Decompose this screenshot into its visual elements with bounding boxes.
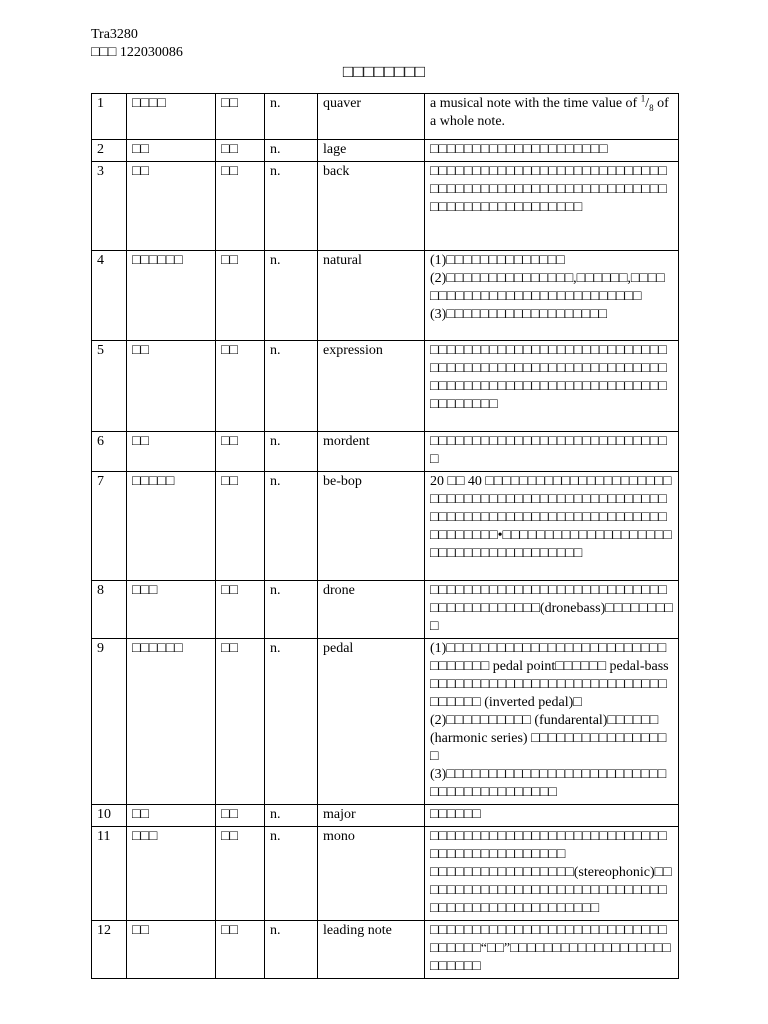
- definition-cell: [425, 251, 679, 341]
- pos-cell: n.: [265, 827, 318, 921]
- term-cell: □□□: [127, 581, 216, 639]
- row-number: 12: [92, 921, 127, 979]
- definition-line: □□□□□□□□□□□□□□□□□□□□□□□□□□□□□□□□□□“□□”□□□□□□□□□□□□□□□□□□□□□□□□□: [430, 923, 671, 974]
- term-cell: □□: [127, 162, 216, 251]
- table-row: [92, 251, 679, 341]
- definition-line: (1)□□□□□□□□□□□□□□□□□□□□□□□□□□□□□□□□□ pedal point□□□□□□ pedal-bass □□□□□□□□□□□□□□□□□□□□□□□□□□□□□□□□□□ (inverted pedal)□: [430, 641, 669, 710]
- english-term-cell: drone: [318, 581, 425, 639]
- field-cell: □□: [216, 162, 265, 251]
- pos-cell: n.: [265, 921, 318, 979]
- english-term-cell: major: [318, 805, 425, 827]
- term-cell: □□: [127, 140, 216, 162]
- row-number: 10: [92, 805, 127, 827]
- field-cell: □□: [216, 581, 265, 639]
- row-number: 6: [92, 432, 127, 472]
- field-cell: □□: [216, 341, 265, 432]
- table-row: [92, 140, 679, 162]
- term-cell: □□□□□□: [127, 251, 216, 341]
- course-code: Tra3280: [91, 27, 138, 42]
- row-number: 1: [92, 94, 127, 140]
- definition-text: a musical note with the time value of: [430, 96, 641, 111]
- term-cell: □□: [127, 921, 216, 979]
- term-cell: □□□: [127, 827, 216, 921]
- table-row: [92, 94, 679, 140]
- definition-cell: [425, 805, 679, 827]
- fraction-slash: /: [645, 96, 650, 111]
- definition-line: □□□□□□□□□□□□□□□□□(stereophonic)□□□□□□□□□□□□□□□□□□□□□□□□□□□□□□□□□□□□□□□□□□□□□□□□□□: [430, 865, 672, 916]
- english-term-cell: back: [318, 162, 425, 251]
- row-number: 3: [92, 162, 127, 251]
- definition-cell: [425, 140, 679, 162]
- english-term-cell: quaver: [318, 94, 425, 140]
- pos-cell: n.: [265, 94, 318, 140]
- field-cell: □□: [216, 140, 265, 162]
- student-id-line: [91, 44, 183, 62]
- row-number: 9: [92, 639, 127, 805]
- term-cell: □□□□: [127, 94, 216, 140]
- row-number: 7: [92, 472, 127, 581]
- row-number: 2: [92, 140, 127, 162]
- pos-cell: n.: [265, 432, 318, 472]
- definition-line: □□□□□□□□□□□□□□□□□□□□□□□□□□□□□□□□□□□□□□□□□□□□□□□□□□□□□□□□□□□□□□□□□□□□□□□□□□□□□□□□□□□□□□□□□□□□: [430, 343, 667, 412]
- term-cell: □□: [127, 432, 216, 472]
- glossary-table: [91, 93, 679, 979]
- field-cell: □□: [216, 639, 265, 805]
- table-row: [92, 581, 679, 639]
- definition-cell: [425, 921, 679, 979]
- row-number: 11: [92, 827, 127, 921]
- pos-cell: n.: [265, 341, 318, 432]
- english-term-cell: natural: [318, 251, 425, 341]
- definition-line: □□□□□□□□□□□□□□□□□□□□□□□□□□□□□: [430, 434, 667, 467]
- table-row: [92, 827, 679, 921]
- table-row: [92, 472, 679, 581]
- student-id-label: □□□: [91, 45, 117, 60]
- definition-cell: [425, 472, 679, 581]
- term-cell: □□: [127, 341, 216, 432]
- definition-line: □□□□□□□□□□□□□□□□□□□□□□□□□□□□□□□□□□□□□□□□□(dronebass)□□□□□□□□□: [430, 583, 673, 634]
- definition-line: (2)□□□□□□□□□□ (fundarental)□□□□□□ (harmonic series) □□□□□□□□□□□□□□□□□: [430, 713, 667, 764]
- definition-cell: [425, 639, 679, 805]
- definition-line: □□□□□□: [430, 807, 481, 822]
- field-cell: □□: [216, 805, 265, 827]
- row-number: 4: [92, 251, 127, 341]
- definition-cell: [425, 432, 679, 472]
- field-cell: □□: [216, 472, 265, 581]
- pos-cell: n.: [265, 639, 318, 805]
- definition-cell: [425, 94, 679, 140]
- definition-cell: [425, 827, 679, 921]
- row-number: 5: [92, 341, 127, 432]
- table-row: [92, 921, 679, 979]
- pos-cell: n.: [265, 805, 318, 827]
- field-cell: □□: [216, 94, 265, 140]
- english-term-cell: be-bop: [318, 472, 425, 581]
- field-cell: □□: [216, 432, 265, 472]
- definition-line: 20 □□ 40 □□□□□□□□□□□□□□□□□□□□□□□□□□□□□□□□□□□□□□□□□□□□□□□□□□□□□□□□□□□□□□□□□□□□□□□□□□□□□□□□□□□□□□•□□□□□□□□□□□□□□□□□□□□□□□□□□□□□□□□□□□□□□: [430, 474, 672, 561]
- table-row: [92, 639, 679, 805]
- english-term-cell: mordent: [318, 432, 425, 472]
- field-cell: □□: [216, 251, 265, 341]
- english-term-cell: expression: [318, 341, 425, 432]
- student-id-value: 122030086: [119, 45, 183, 60]
- definition-line: □□□□□□□□□□□□□□□□□□□□□□□□□□□□□□□□□□□□□□□□□□□□: [430, 829, 667, 862]
- document-title: □□□□□□□□: [342, 62, 426, 81]
- english-term-cell: leading note: [318, 921, 425, 979]
- definition-line: □□□□□□□□□□□□□□□□□□□□□□□□□□□□□□□□□□□□□□□□□□□□□□□□□□□□□□□□□□□□□□□□□□□□□□□□□□: [430, 164, 667, 215]
- english-term-cell: lage: [318, 140, 425, 162]
- pos-cell: n.: [265, 251, 318, 341]
- definition-text: of a whole note.: [430, 96, 669, 129]
- english-term-cell: pedal: [318, 639, 425, 805]
- pos-cell: n.: [265, 162, 318, 251]
- term-cell: □□: [127, 805, 216, 827]
- definition-line: (1)□□□□□□□□□□□□□□: [430, 253, 565, 268]
- definition-line: (3)□□□□□□□□□□□□□□□□□□□: [430, 307, 607, 322]
- pos-cell: n.: [265, 472, 318, 581]
- pos-cell: n.: [265, 581, 318, 639]
- field-cell: □□: [216, 827, 265, 921]
- definition-cell: [425, 581, 679, 639]
- definition-line: (2)□□□□□□□□□□□□□□□,□□□□□□,□□□□□□□□□□□□□□□□□□□□□□□□□□□□□: [430, 271, 665, 304]
- table-row: [92, 432, 679, 472]
- definition-line: □□□□□□□□□□□□□□□□□□□□□: [430, 142, 608, 157]
- term-cell: □□□□□: [127, 472, 216, 581]
- row-number: 8: [92, 581, 127, 639]
- fraction-numerator: 1: [640, 93, 646, 104]
- table-row: [92, 805, 679, 827]
- table-row: [92, 162, 679, 251]
- term-cell: □□□□□□: [127, 639, 216, 805]
- english-term-cell: mono: [318, 827, 425, 921]
- definition-line: (3)□□□□□□□□□□□□□□□□□□□□□□□□□□□□□□□□□□□□□□□□□: [430, 767, 667, 800]
- pos-cell: n.: [265, 140, 318, 162]
- definition-cell: [425, 162, 679, 251]
- definition-cell: [425, 341, 679, 432]
- table-row: [92, 341, 679, 432]
- document-header: [91, 26, 183, 62]
- field-cell: □□: [216, 921, 265, 979]
- fraction-denominator: 8: [649, 102, 654, 113]
